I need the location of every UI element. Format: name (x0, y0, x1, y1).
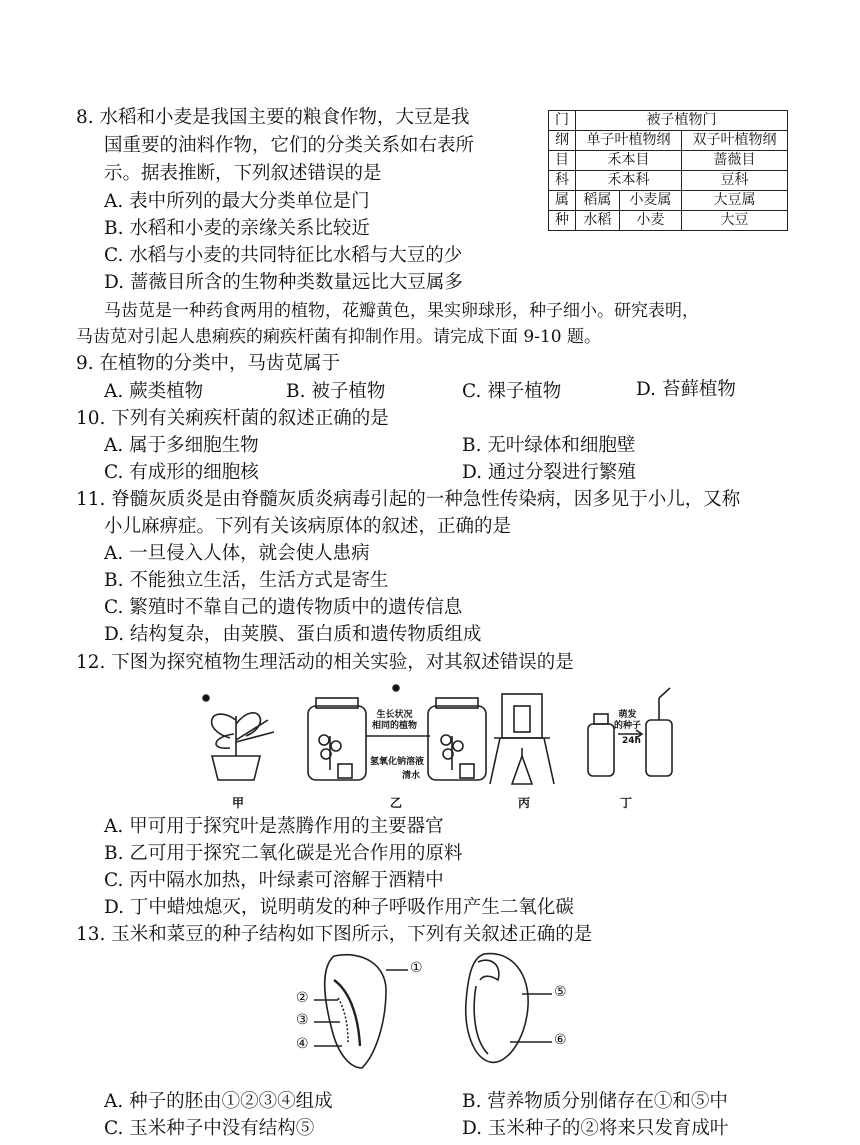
q8-option-b: B. 水稻和小麦的亲缘关系比较近 (104, 218, 370, 239)
q10-option-b: B. 无叶绿体和细胞壁 (462, 435, 636, 456)
q13-option-b: B. 营养物质分别储存在①和⑤中 (462, 1091, 728, 1112)
table-cell: 双子叶植物纲 (681, 131, 787, 151)
q8-stem-line-3: 示。据表推断，下列叙述错误的是 (104, 163, 382, 184)
q12-stem: 12. 下图为探究植物生理活动的相关实验，对其叙述错误的是 (76, 652, 574, 673)
marker-6: ⑥ (554, 1032, 567, 1048)
q12-option-a: A. 甲可用于探究叶是蒸腾作用的主要器官 (104, 816, 444, 837)
q13-option-c: C. 玉米种子中没有结构⑤ (104, 1118, 315, 1139)
q10-stem: 10. 下列有关痢疾杆菌的叙述正确的是 (76, 408, 389, 429)
figure-label-jia: 甲 (232, 796, 245, 810)
q10-option-d: D. 通过分裂进行繁殖 (462, 462, 636, 483)
table-cell: 被子植物门 (576, 111, 788, 131)
q11-option-c: C. 繁殖时不靠自己的遗传物质中的遗传信息 (104, 597, 463, 618)
q11-stem-line-1: 11. 脊髓灰质炎是由脊髓灰质炎病毒引起的一种急性传染病，因多见于小儿，又称 (76, 489, 741, 510)
marker-4: ④ (296, 1036, 309, 1052)
table-cell: 单子叶植物纲 (576, 131, 682, 151)
table-cell: 蔷薇目 (681, 151, 787, 171)
q13-seed-figure (294, 950, 584, 1074)
q8-stem-line-1: 8. 水稻和小麦是我国主要的粮食作物，大豆是我 (76, 107, 470, 128)
q10-option-c: C. 有成形的细胞核 (104, 462, 259, 483)
table-cell: 豆科 (681, 171, 787, 191)
q12-experiment-figure (190, 684, 690, 814)
table-row (549, 151, 788, 171)
intro-line-1: 马齿苋是一种药食两用的植物，花瓣黄色，果实卵球形，种子细小。研究表明， (104, 301, 699, 321)
figure-label-yi: 乙 (390, 796, 403, 810)
seed-drawings (294, 950, 584, 1074)
table-cell: 科 (549, 171, 576, 191)
table-row (549, 111, 788, 131)
q12-option-b: B. 乙可用于探究二氧化碳是光合作用的原料 (104, 843, 463, 864)
table-row (549, 191, 788, 211)
q12-option-d: D. 丁中蜡烛熄灭，说明萌发的种子呼吸作用产生二氧化碳 (104, 897, 574, 918)
table-row (549, 131, 788, 151)
experiment-drawings (190, 684, 690, 794)
intro-line-2: 马齿苋对引起人患痢疾的痢疾杆菌有抑制作用。请完成下面 9-10 题。 (76, 327, 601, 347)
marker-1: ① (410, 960, 423, 976)
q9-option-a: A. 蕨类植物 (104, 381, 204, 402)
yi-solution-label: 氢氧化钠溶液 (370, 757, 425, 767)
ding-seed-label (614, 710, 641, 732)
classification-table (548, 110, 788, 231)
q9-option-c: C. 裸子植物 (462, 381, 562, 402)
yi-top-label (372, 710, 417, 732)
table-cell: 小麦 (619, 211, 681, 231)
yi-water-label: 清水 (402, 771, 421, 781)
q12-option-c: C. 丙中隔水加热，叶绿素可溶解于酒精中 (104, 870, 444, 891)
table-cell: 目 (549, 151, 576, 171)
q11-stem-line-2: 小儿麻痹症。下列有关该病原体的叙述，正确的是 (104, 516, 512, 537)
q13-option-d: D. 玉米种子的②将来只发育成叶 (462, 1118, 729, 1139)
ding-time-label: 24h (622, 736, 641, 746)
q11-option-b: B. 不能独立生活，生活方式是寄生 (104, 570, 389, 591)
ding-seed-label-line-1: 萌发 (618, 710, 637, 720)
table-cell: 门 (549, 111, 576, 131)
table-cell: 属 (549, 191, 576, 211)
q10-option-a: A. 属于多细胞生物 (104, 435, 259, 456)
q8-option-d: D. 蔷薇目所含的生物种类数量远比大豆属多 (104, 272, 463, 293)
q13-option-a: A. 种子的胚由①②③④组成 (104, 1091, 333, 1112)
marker-5: ⑤ (554, 984, 567, 1000)
q9-stem: 9. 在植物的分类中，马齿苋属于 (76, 353, 341, 374)
table-cell: 种 (549, 211, 576, 231)
table-cell: 水稻 (576, 211, 620, 231)
table-cell: 禾本目 (576, 151, 682, 171)
marker-3: ③ (296, 1012, 309, 1028)
q11-option-a: A. 一旦侵入人体，就会使人患病 (104, 543, 370, 564)
table-row (549, 211, 788, 231)
q13-stem: 13. 玉米和菜豆的种子结构如下图所示，下列有关叙述正确的是 (76, 924, 593, 945)
table-cell: 大豆属 (681, 191, 787, 211)
q11-option-d: D. 结构复杂，由荚膜、蛋白质和遗传物质组成 (104, 624, 482, 645)
table-cell: 小麦属 (619, 191, 681, 211)
ding-seed-label-line-2: 的种子 (614, 721, 642, 731)
table-cell: 纲 (549, 131, 576, 151)
q9-option-b: B. 被子植物 (286, 381, 386, 402)
table-cell: 大豆 (681, 211, 787, 231)
marker-2: ② (296, 990, 309, 1006)
figure-label-ding: 丁 (620, 796, 633, 810)
yi-top-label-line-1: 生长状况 (376, 710, 413, 720)
table-row (549, 171, 788, 191)
q8-option-c: C. 水稻与小麦的共同特征比水稻与大豆的少 (104, 245, 463, 266)
q8-stem-line-2: 国重要的油料作物，它们的分类关系如右表所 (104, 135, 475, 156)
yi-top-label-line-2: 相同的植物 (372, 721, 418, 731)
q8-option-a: A. 表中所列的最大分类单位是门 (104, 191, 370, 212)
table-cell: 禾本科 (576, 171, 682, 191)
q9-option-d: D. 苔藓植物 (636, 379, 736, 400)
figure-label-bing: 丙 (518, 796, 531, 810)
table-cell: 稻属 (576, 191, 620, 211)
